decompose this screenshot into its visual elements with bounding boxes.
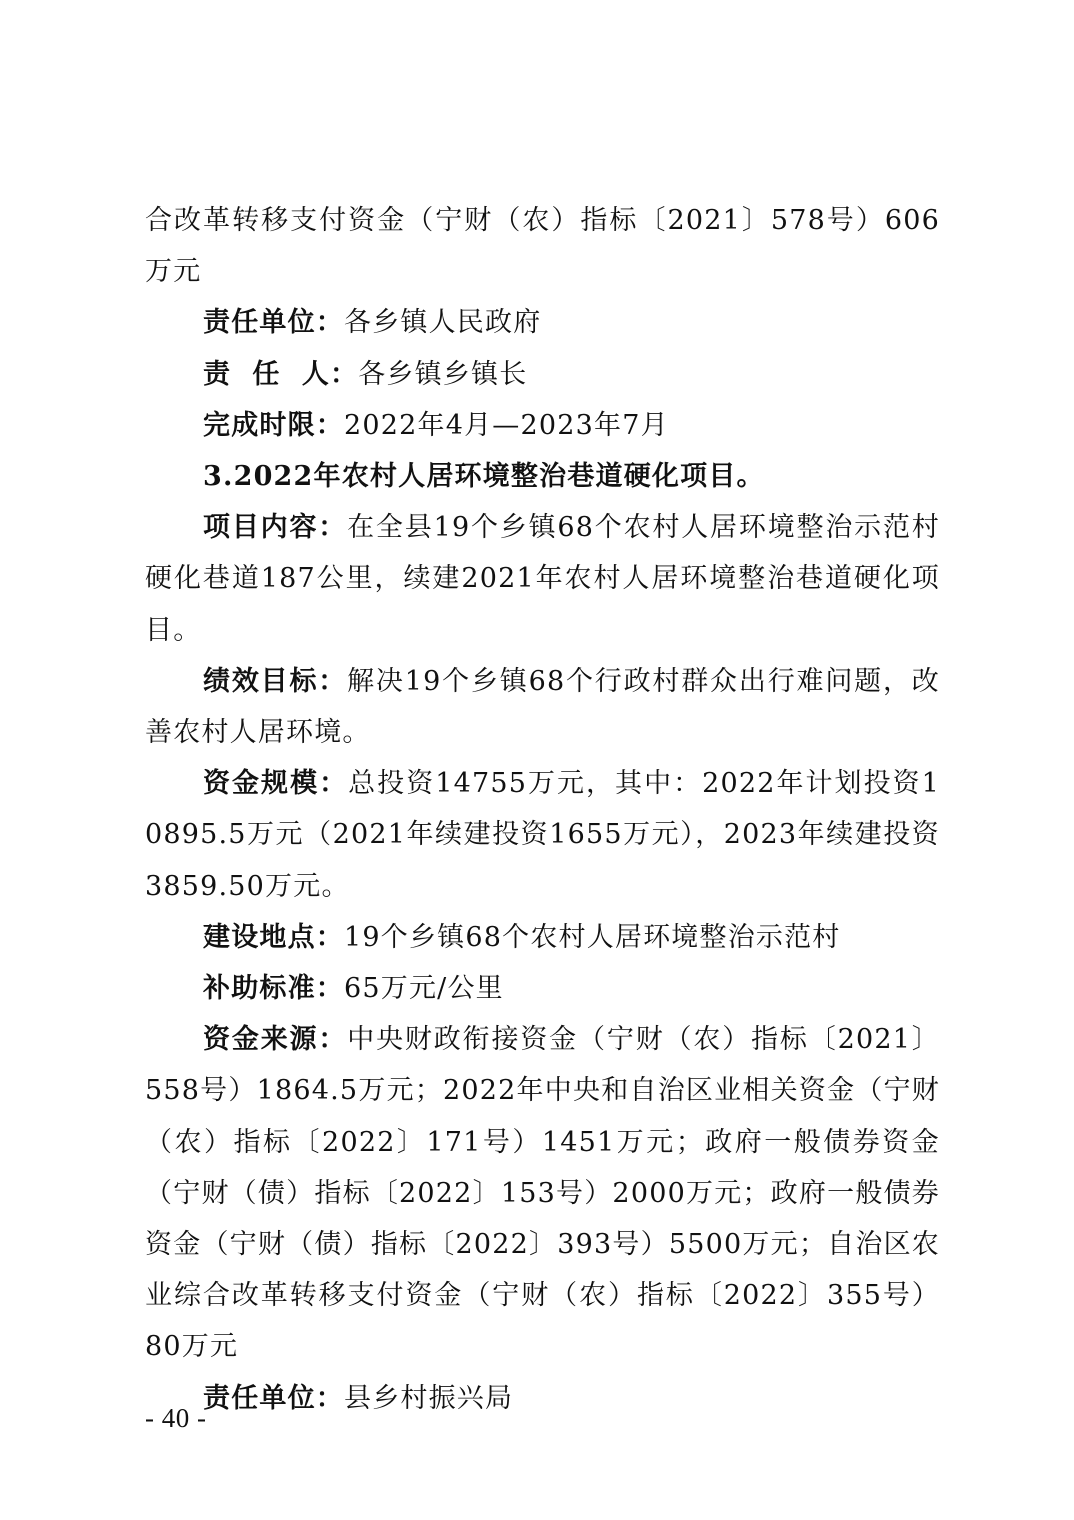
paragraph-responsible-unit xyxy=(145,297,940,348)
field-label: 责 任 人： xyxy=(203,358,359,390)
page-number: - 40 - xyxy=(145,1403,207,1433)
document-body xyxy=(145,195,940,1424)
field-value: 65万元/公里 xyxy=(344,973,504,1005)
field-value: 各乡镇人民政府 xyxy=(344,307,542,339)
paragraph-subsidy-standard xyxy=(145,963,940,1014)
section-heading xyxy=(145,451,940,502)
field-label: 资金来源： xyxy=(203,1024,348,1056)
field-label: 责任单位： xyxy=(203,1382,344,1414)
field-value: 解决19个乡镇68个行政村群众出行难问题，改善农村人居环境。 xyxy=(145,665,940,749)
section-heading-text: 3.2022年农村人居环境整治巷道硬化项目。 xyxy=(203,461,765,493)
field-value: 中央财政衔接资金（宁财（农）指标〔2021〕558号）1864.5万元；2022年中央和自治区业相关资金（宁财（农）指标〔2022〕171号）1451万元；政府一般债券资金（宁财（债）指标〔2022〕153号）2000万元；政府一般债券资金（宁财（债）指标〔2022〕393号）5500万元；自治区农业综合改革转移支付资金（宁财（农）指标〔2022〕355号）80万元 xyxy=(145,1024,941,1363)
field-value: 2022年4月—2023年7月 xyxy=(344,409,669,441)
field-value: 19个乡镇68个农村人居环境整治示范村 xyxy=(344,921,841,953)
field-label: 绩效目标： xyxy=(203,665,348,697)
paragraph-funding-source xyxy=(145,1014,940,1372)
field-label: 责任单位： xyxy=(203,307,344,339)
field-label: 完成时限： xyxy=(203,409,344,441)
field-value: 在全县19个乡镇68个农村人居环境整治示范村硬化巷道187公里，续建2021年农村人居环境整治巷道硬化项目。 xyxy=(145,512,940,646)
field-label: 建设地点： xyxy=(203,921,344,953)
paragraph-responsible-unit-2 xyxy=(145,1373,940,1424)
field-value: 县乡村振兴局 xyxy=(344,1382,514,1414)
field-label: 补助标准： xyxy=(203,973,344,1005)
paragraph-deadline xyxy=(145,400,940,451)
field-label: 项目内容： xyxy=(203,512,348,544)
paragraph-performance-goal xyxy=(145,656,940,758)
paragraph-funding-scale xyxy=(145,758,940,912)
field-label: 资金规模： xyxy=(203,768,349,800)
paragraph-text: 合改革转移支付资金（宁财（农）指标〔2021〕578号）606万元 xyxy=(145,205,940,288)
paragraph-funding-continuation xyxy=(145,195,940,297)
paragraph-construction-site xyxy=(145,912,940,963)
field-value: 各乡镇乡镇长 xyxy=(358,358,528,390)
field-value: 总投资14755万元，其中：2022年计划投资10895.5万元（2021年续建投资1655万元），2023年续建投资3859.50万元。 xyxy=(145,768,940,902)
paragraph-project-content xyxy=(145,502,940,656)
paragraph-responsible-person xyxy=(145,349,940,400)
